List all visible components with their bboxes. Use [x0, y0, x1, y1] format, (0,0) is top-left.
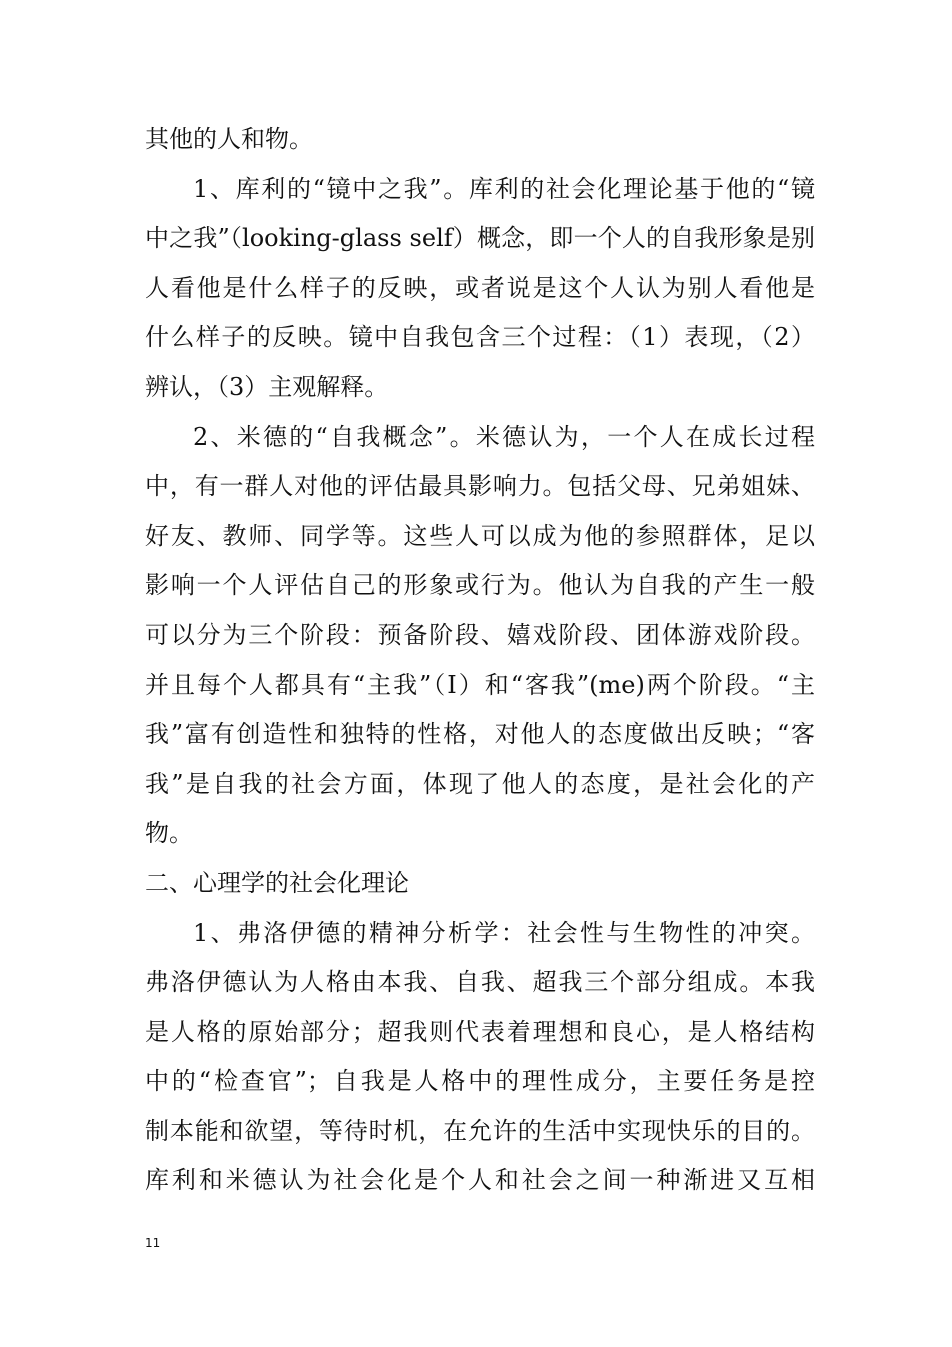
text-line: 我”富有创造性和独特的性格，对他人的态度做出反映；“客 — [145, 720, 815, 749]
text-line: 什么样子的反映。镜中自我包含三个过程：（1）表现，（2） — [145, 323, 815, 352]
text-line: 中，有一群人对他的评估最具影响力。包括父母、兄弟姐妹、 — [145, 472, 815, 501]
text-line: 1、弗洛伊德的精神分析学：社会性与生物性的冲突。 — [193, 918, 815, 947]
text-line: 好友、教师、同学等。这些人可以成为他的参照群体，足以 — [145, 521, 815, 550]
body-text — [145, 115, 815, 1206]
text-line: 制本能和欲望，等待时机，在允许的生活中实现快乐的目的。 — [145, 1116, 815, 1145]
section-heading: 二、心理学的社会化理论 — [145, 868, 409, 897]
text-line: 物。 — [145, 819, 193, 848]
text-line: 中的“检查官”；自我是人格中的理性成分，主要任务是控 — [145, 1067, 815, 1096]
text-line: 并且每个人都具有“主我”（I）和“客我”(me)两个阶段。“主 — [145, 670, 815, 699]
text-line: 辨认，（3）主观解释。 — [145, 372, 389, 401]
text-line: 可以分为三个阶段：预备阶段、嬉戏阶段、团体游戏阶段。 — [145, 620, 815, 649]
page-number: 11 — [145, 1236, 161, 1250]
text-line: 2、米德的“自我概念”。米德认为，一个人在成长过程 — [193, 422, 815, 451]
text-line: 影响一个人评估自己的形象或行为。他认为自我的产生一般 — [145, 571, 815, 600]
text-line: 1、库利的“镜中之我”。库利的社会化理论基于他的“镜 — [193, 174, 815, 203]
text-line: 其他的人和物。 — [145, 125, 313, 153]
text-line: 弗洛伊德认为人格由本我、自我、超我三个部分组成。本我 — [145, 968, 815, 997]
text-line: 库利和米德认为社会化是个人和社会之间一种渐进又互相 — [145, 1166, 815, 1195]
text-line: 人看他是什么样子的反映，或者说是这个人认为别人看他是 — [145, 273, 815, 302]
text-line: 是人格的原始部分；超我则代表着理想和良心，是人格结构 — [145, 1017, 815, 1046]
text-line: 中之我”（looking-glass self）概念，即一个人的自我形象是别 — [145, 224, 815, 253]
text-line: 我”是自我的社会方面，体现了他人的态度，是社会化的产 — [145, 769, 815, 798]
